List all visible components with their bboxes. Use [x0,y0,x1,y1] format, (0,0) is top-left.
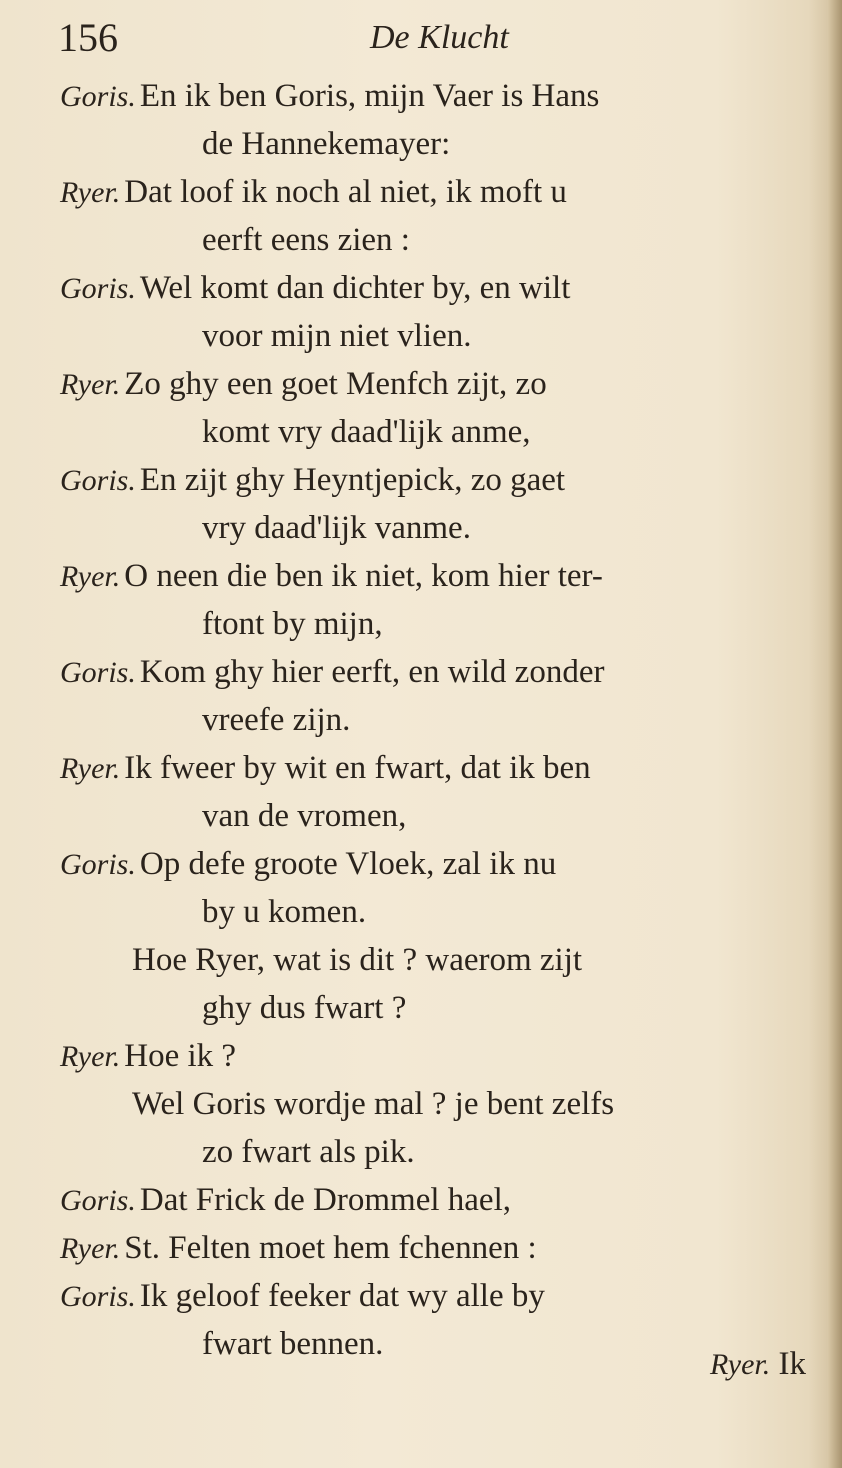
page-gutter [828,0,842,1468]
line-text: vry daad'lijk vanme. [202,510,471,546]
line-text: O neen die ben ik niet, kom hier ter- [124,558,603,594]
line-text: Dat loof ik noch al niet, ik moft u [124,174,567,210]
line-text: St. Felten moet hem fchennen : [124,1230,537,1266]
text-line [60,1080,802,1128]
line-text: fwart bennen. [202,1326,384,1362]
line-text: Ik fweer by wit en fwart, dat ik ben [124,750,591,786]
text-line [60,504,802,552]
line-text: de Hannekemayer: [202,126,451,162]
line-text: Dat Frick de Drommel hael, [139,1182,511,1218]
text-line [60,120,802,168]
running-title: De Klucht [370,19,509,56]
text-line [60,936,802,984]
line-text: En ik ben Goris, mijn Vaer is Hans [139,78,600,114]
text-line [60,72,802,120]
text-line [60,984,802,1032]
speaker-name: Ryer. [60,560,121,593]
line-text: voor mijn niet vlien. [202,318,472,354]
speaker-name: Ryer. [60,752,121,785]
text-line [60,1224,802,1272]
text-line [60,648,802,696]
text-line [60,312,802,360]
line-text: En zijt ghy Heyntjepick, zo gaet [139,462,566,498]
line-text: Kom ghy hier eerft, en wild zonder [139,654,605,690]
text-line [60,744,802,792]
line-text: ftont by mijn, [202,606,383,642]
text-line [60,1176,802,1224]
line-text: zo fwart als pik. [202,1134,415,1170]
speaker-name: Goris. [60,656,136,689]
speaker-name: Ryer. [60,368,121,401]
play-text [60,72,802,1368]
text-line [60,1032,802,1080]
text-line [60,360,802,408]
text-line [60,264,802,312]
speaker-name: Goris. [60,272,136,305]
speaker-name: Goris. [60,1280,136,1313]
speaker-name: Goris. [60,848,136,881]
text-line [60,696,802,744]
text-line [60,888,802,936]
text-line [60,1272,802,1320]
text-line [60,168,802,216]
speaker-name: Goris. [60,464,136,497]
catchword-speaker: Ryer. [709,1348,771,1381]
line-text: Wel komt dan dichter by, en wilt [139,270,571,306]
line-text: Wel Goris wordje mal ? je bent zelfs [132,1086,615,1122]
text-line [60,1128,802,1176]
text-line [60,456,802,504]
speaker-name: Ryer. [60,1040,121,1073]
line-text: Hoe Ryer, wat is dit ? waerom zijt [132,942,583,978]
page-number: 156 [58,15,118,60]
line-text: Zo ghy een goet Menfch zijt, zo [124,366,547,402]
text-line [60,840,802,888]
speaker-name: Ryer. [60,176,121,209]
line-text: vreefe zijn. [202,702,351,738]
line-text: van de vromen, [202,798,407,834]
text-line [60,408,802,456]
line-text: eerft eens zien : [202,222,410,258]
line-text: ghy dus fwart ? [202,990,407,1026]
speaker-name: Goris. [60,80,136,113]
text-line [60,600,802,648]
line-text: Ik geloof feeker dat wy alle by [139,1278,545,1314]
catchword [656,1340,806,1389]
running-head [58,14,758,62]
text-line [60,792,802,840]
catchword-text: Ik [778,1346,806,1382]
line-text: Hoe ik ? [124,1038,237,1074]
speaker-name: Goris. [60,1184,136,1217]
line-text: by u komen. [202,894,367,930]
text-line [60,552,802,600]
line-text: Op defe groote Vloek, zal ik nu [139,846,557,882]
text-line [60,216,802,264]
line-text: komt vry daad'lijk anme, [202,414,531,450]
speaker-name: Ryer. [60,1232,121,1265]
